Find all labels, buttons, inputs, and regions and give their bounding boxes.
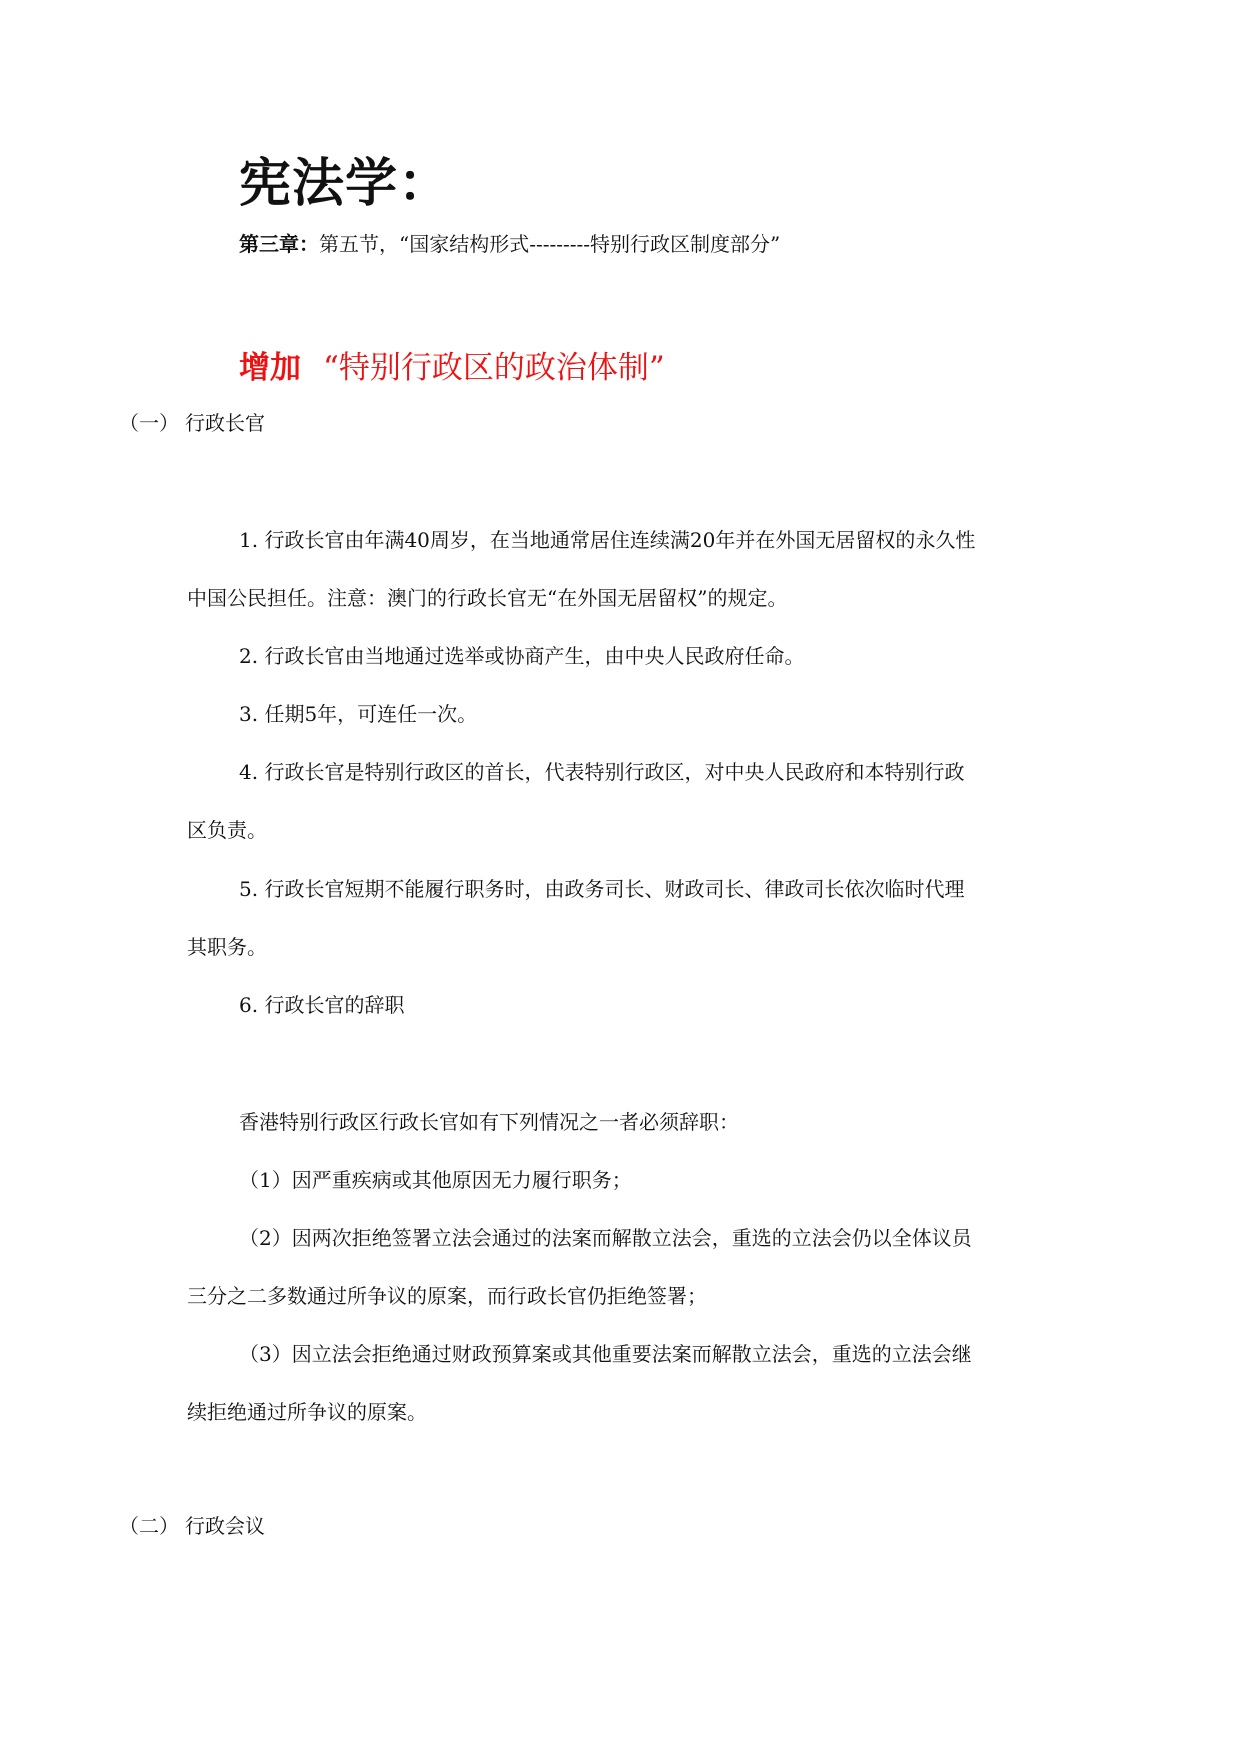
item-line-9: 6. 行政长官的辞职	[239, 993, 405, 1017]
chapter-label: 第三章：	[239, 232, 319, 256]
headline-add-label: 增加	[239, 350, 301, 386]
section-label: 行政会议	[185, 1514, 265, 1538]
item-line-1: 1. 行政长官由年满40周岁，在当地通常居住连续满20年并在外国无居留权的永久性	[239, 528, 976, 552]
section-heading-2	[119, 1512, 265, 1540]
resign-intro: 香港特别行政区行政长官如有下列情况之一者必须辞职：	[239, 1110, 739, 1134]
section-label: 行政长官	[185, 411, 265, 435]
item-line-2: 中国公民担任。注意：澳门的行政长官无“在外国无居留权”的规定。	[187, 586, 788, 610]
section-heading-1	[119, 409, 265, 437]
item-line-3: 2. 行政长官由当地通过选举或协商产生，由中央人民政府任命。	[239, 644, 805, 668]
document-title: 宪法学：	[239, 154, 452, 214]
resign-item-3-cont: 续拒绝通过所争议的原案。	[187, 1400, 427, 1424]
item-line-5: 4. 行政长官是特别行政区的首长，代表特别行政区，对中央人民政府和本特别行政	[239, 760, 965, 784]
headline-topic: “特别行政区的政治体制”	[323, 350, 665, 386]
item-line-6: 区负责。	[187, 818, 267, 842]
item-line-4: 3. 任期5年，可连任一次。	[239, 702, 478, 726]
resign-item-1: （1）因严重疾病或其他原因无力履行职务；	[239, 1168, 632, 1192]
resign-item-2: （2）因两次拒绝签署立法会通过的法案而解散立法会，重选的立法会仍以全体议员	[239, 1226, 972, 1250]
item-line-8: 其职务。	[187, 935, 267, 959]
item-line-7: 5. 行政长官短期不能履行职务时，由政务司长、财政司长、律政司长依次临时代理	[239, 877, 965, 901]
resign-item-3: （3）因立法会拒绝通过财政预算案或其他重要法案而解散立法会，重选的立法会继	[239, 1342, 972, 1366]
resign-item-2-cont: 三分之二多数通过所争议的原案，而行政长官仍拒绝签署；	[187, 1284, 707, 1308]
section-number: （一）	[119, 411, 179, 435]
chapter-subtitle	[239, 230, 780, 258]
red-headline	[239, 348, 665, 388]
chapter-text: 第五节，“国家结构形式---------特别行政区制度部分”	[319, 232, 781, 256]
section-number: （二）	[119, 1514, 179, 1538]
